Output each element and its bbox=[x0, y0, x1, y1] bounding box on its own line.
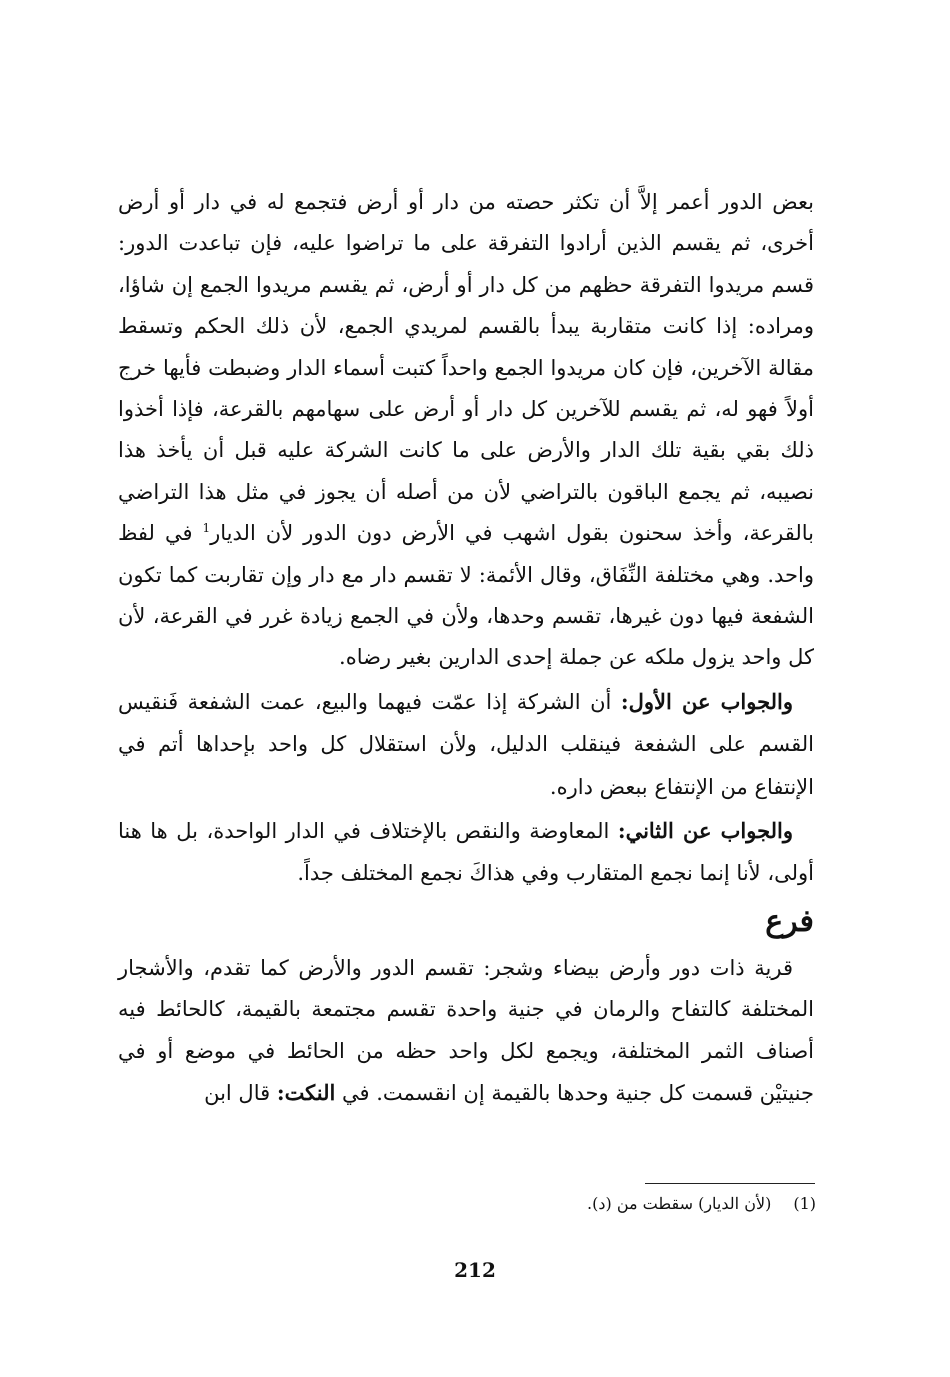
paragraph-text: في لفظ واحد. وهي مختلفة النِّفَاق، وقال الأئمة: لا تقسم دار مع دار وإن تقاربت كما تكون الشفعة فيها دون غيرها، تقسم وحدها، ولأن في الجمع زيادة غرر في القرعة، لأن كل واحد يزول ملكه عن جملة إحدى الدارين بغير رضاه. bbox=[118, 521, 814, 670]
paragraph-answer-second bbox=[118, 810, 814, 894]
paragraph bbox=[118, 948, 814, 1115]
section-heading: فرع bbox=[765, 903, 814, 939]
paragraph-answer-first bbox=[118, 681, 814, 808]
page-body bbox=[118, 182, 814, 1115]
page-number: 212 bbox=[454, 1258, 496, 1282]
paragraph-text: قرية ذات دور وأرض بيضاء وشجر: تقسم الدور والأرض كما تقدم، والأشجار المختلفة كالتفاح والرمان في جنية واحدة تقسم مجتمعة بالقيمة، كالحائط فيه أصناف الثمر المختلفة، ويجمع لكل واحد حظه من الحائط في موضع أو في جنيتيْن قسمت كل جنية وحدها بالقيمة إن انقسمت. في bbox=[118, 955, 814, 1106]
paragraph-text: قال ابن bbox=[204, 1081, 277, 1106]
footnote-text: (لأن الديار) سقطت من (د). bbox=[587, 1194, 772, 1213]
footnote-reference[interactable]: 1 bbox=[202, 521, 211, 536]
answer-label: والجواب عن الثاني: bbox=[617, 818, 793, 844]
paragraph-text: بعض الدور أعمر إلاَّ أن تكثر حصته من دار أو أرض فتجمع له في دار أو أرض أخرى، ثم يقسم الذين أرادوا التفرقة على ما تراضوا عليه، فإن تباعدت الدور: قسم مريدوا التفرقة حظهم من كل دار أو أرض، ثم يقسم مريدوا الجمع إن شاؤا، ومراده: إذا كانت متقاربة يبدأ بالقسم لمريدي الجمع، لأن ذلك الحكم وتسقط مقالة الآخرين، فإن كان مريدوا الجمع واحداً كتبت أسماء الدار وضبطت فأيها خرج أولاً فهو له، ثم يقسم للآخرين كل دار أو أرض على سهامهم بالقرعة، فإذا أخذوا ذلك بقي بقية تلك الدار والأرض على ما كانت الشركة عليه قبل أن يأخذ هذا نصيبه، ثم يجمع الباقون بالتراضي لأن من أصله أن يجوز في مثل هذا التراضي بالقرعة، وأخذ سحنون بقول اشهب في الأرض دون الدور لأن الديار bbox=[118, 190, 814, 546]
footnote-number: (1) bbox=[793, 1194, 816, 1213]
footnote-divider bbox=[645, 1183, 815, 1184]
nukat-label: النكت: bbox=[276, 1080, 336, 1106]
answer-text: المعاوضة والنقص بالإختلاف في الدار الواحدة، بل ها هنا أولى، لأنا إنما نجمع المتقارب وفي هذاكَ نجمع المختلف جداً. bbox=[118, 819, 814, 885]
answer-text: أن الشركة إذا عمّت فيهما والبيع، عمت الشفعة فَنقيس القسم على الشفعة فينقلب الدليل، ولأن استقلال كل واحد بإحداها أتم في الإنتفاع من الإنتفاع ببعض داره. bbox=[118, 689, 814, 799]
answer-label: والجواب عن الأول: bbox=[620, 688, 794, 714]
paragraph bbox=[118, 182, 814, 679]
footnote bbox=[587, 1192, 816, 1216]
